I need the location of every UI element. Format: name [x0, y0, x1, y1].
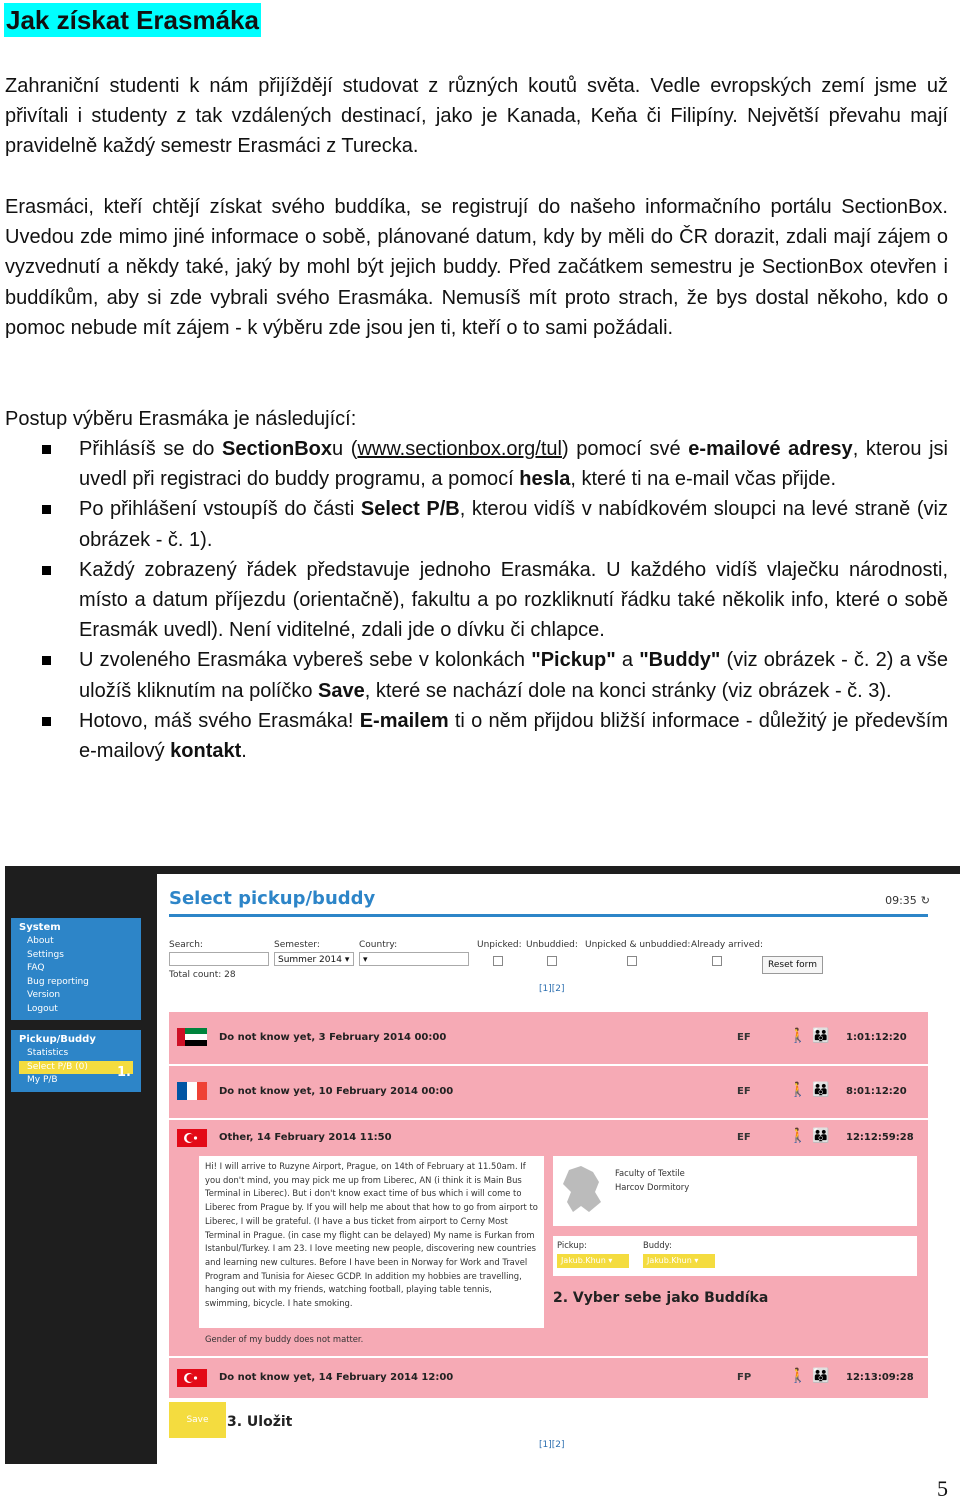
buddy-label: Buddy:	[643, 1240, 672, 1250]
menu-item-bug-reporting[interactable]: Bug reporting	[27, 976, 89, 987]
menu-item-my-pb[interactable]: My P/B	[27, 1075, 58, 1085]
panel-title: Select pickup/buddy	[169, 888, 376, 909]
clock: 09:35 ↻	[885, 894, 930, 907]
bullet-icon	[42, 656, 51, 665]
list-item: Hotovo, máš svého Erasmáka! E-mailem ti o něm přijdou bližší informace - důležitý je především e-mailový kontakt.	[0, 706, 948, 766]
pickup-buddy-icons: 🚶👪	[789, 1368, 836, 1384]
procedure-list	[0, 434, 948, 766]
faculty-code: EF	[737, 1032, 751, 1043]
semester-label: Semester:	[274, 940, 320, 950]
sectionbox-screenshot	[5, 866, 960, 1464]
bullet-icon	[42, 445, 51, 454]
unbuddied-label: Unbuddied:	[526, 940, 578, 950]
procedure-heading: Postup výběru Erasmáka je následující:	[5, 408, 357, 430]
step-2-annotation: 2. Vyber sebe jako Buddíka	[553, 1290, 769, 1306]
countdown: 12:12:59:28	[846, 1132, 914, 1143]
faculty-name: Faculty of Textile	[615, 1168, 685, 1178]
already-arrived-checkbox[interactable]	[712, 956, 722, 966]
sectionbox-paragraph: Erasmáci, kteří chtějí získat svého buddíka, se registrují do našeho informačního portálu SectionBox. Uvedou zde mimo jiné informace o sobě, plánované datum, kdy by měli do ČR dorazit, zdali mají zájem o vyzvednutí a někdy také, jaký by mohl být jejich buddy. Před začátkem semestru je SectionBox otevřen i buddíkům, aby si zde vybrali svého Erasmáka. Nemusíš mít proto strach, že bys dostal někoho, kdo o pomoc nebude mít zájem - k výběru zde jsou jen ti, kteří o to sami požádali.	[5, 196, 948, 339]
pickup-buddy-icons: 🚶👪	[789, 1082, 836, 1098]
dormitory-name: Harcov Dormitory	[615, 1182, 690, 1192]
already-arrived-label: Already arrived:	[691, 940, 763, 950]
bullet-icon	[42, 505, 51, 514]
flag-turkey-icon	[177, 1369, 207, 1387]
countdown: 1:01:12:20	[846, 1032, 907, 1043]
menu-item-statistics[interactable]: Statistics	[27, 1048, 69, 1058]
reset-form-button[interactable]: Reset form	[762, 956, 823, 974]
bullet-icon	[42, 566, 51, 575]
list-item: Každý zobrazený řádek představuje jednoho Erasmáka. U každého vidíš vlaječku národnosti, místo a datum příjezdu (orientačně), fakultu a po rozkliknutí řádku také několik info, které o sobě Erasmák uvedl). Není viditelné, zdali jde o dívku či chlapce.	[0, 555, 948, 646]
pickup-label: Pickup:	[557, 1240, 587, 1250]
table-row-expanded[interactable]	[169, 1120, 928, 1156]
flag-france-icon	[177, 1082, 207, 1100]
flag-turkey-icon	[177, 1129, 207, 1147]
page-number: 5	[937, 1476, 948, 1501]
faculty-code: EF	[737, 1086, 751, 1097]
refresh-icon[interactable]: ↻	[920, 894, 930, 907]
bullet-icon	[42, 717, 51, 726]
unbuddied-checkbox[interactable]	[547, 956, 557, 966]
step-1-marker: 1.	[117, 1065, 131, 1080]
sectionbox-link[interactable]: www.sectionbox.org/tul	[357, 438, 562, 460]
menu-item-about[interactable]: About	[27, 936, 54, 946]
menu-item-select-pb[interactable]: Select P/B (0)	[19, 1061, 133, 1075]
arrival-info: Other, 14 February 2014 11:50	[219, 1132, 392, 1143]
unpicked-label: Unpicked:	[477, 940, 522, 950]
system-menu-heading: System	[19, 922, 61, 933]
menu-item-faq[interactable]: FAQ	[27, 963, 45, 973]
faculty-info	[615, 1166, 689, 1194]
buddy-select[interactable]: Jakub.Khun ▾	[643, 1254, 715, 1268]
table-row[interactable]	[169, 1358, 928, 1398]
search-input[interactable]	[169, 952, 269, 966]
list-item: Přihlásíš se do SectionBoxu (www.sectionbox.org/tul) pomocí své e-mailové adresy, kterou jsi uvedl při registraci do buddy programu, a pomocí hesla, které ti na e-mail včas přijde.	[0, 434, 948, 494]
pickup-select[interactable]: Jakub.Khun ▾	[557, 1254, 629, 1268]
arrival-info: Do not know yet, 14 February 2014 12:00	[219, 1372, 454, 1383]
faculty-box	[553, 1156, 917, 1226]
menu-item-settings[interactable]: Settings	[27, 949, 64, 960]
step-3-annotation: 3. Uložit	[227, 1414, 293, 1430]
page-title: Jak získat Erasmáka	[6, 5, 259, 35]
system-menu	[11, 918, 141, 1020]
arrival-info: Do not know yet, 3 February 2014 00:00	[219, 1032, 447, 1043]
pickup-buddy-icons: 🚶👪	[789, 1028, 836, 1044]
table-row[interactable]	[169, 1066, 928, 1118]
country-label: Country:	[359, 940, 398, 950]
pagination[interactable]: [1][2]	[539, 984, 565, 994]
menu-item-logout[interactable]: Logout	[27, 1003, 58, 1014]
save-button[interactable]: Save	[169, 1402, 226, 1438]
faculty-code: FP	[737, 1372, 752, 1383]
countdown: 8:01:12:20	[846, 1086, 907, 1097]
gender-preference: Gender of my buddy does not matter.	[205, 1334, 364, 1344]
list-item: Po přihlášení vstoupíš do části Select P/B, kterou vidíš v nabídkovém sloupci na levé straně (viz obrázek - č. 1).	[0, 494, 948, 554]
pickup-buddy-form	[553, 1236, 917, 1276]
student-description: Hi! I will arrive to Ruzyne Airport, Prague, on 14th of February at 11.50am. If you don't mind, you may pick me up from Liberec, AN (i think it is Main Bus Terminal in Liberec). But i don't know exact time of bus which i will come to Liberec from Prague by. If you will help me about that how to go from airport to Liberec, I will be grateful. (I have a bus ticket from airport to Cerny Most Terminal in Prague. (in case my flight can be delayed) My name is Furkan from Istanbul/Turkey. I am 23. I love meeting new people, discovering new countries and learning new cultures. Before I have been in Norway for Work and Travel Program and Tunisia for Aiesec GCDP. In addition my hobbies are travelling, hanging out with my friends, watching football, playing table tennis, swimming, bicycle. I hate smoking.	[199, 1156, 544, 1328]
pickup-buddy-icons: 🚶👪	[789, 1128, 836, 1144]
pickup-buddy-menu	[11, 1030, 141, 1092]
list-item: U zvoleného Erasmáka vybereš sebe v kolonkách "Pickup" a "Buddy" (viz obrázek - č. 2) a vše uložíš kliknutím na políčko Save, které se nachází dole na konci stránky (viz obrázek - č. 3).	[0, 645, 948, 705]
arrival-info: Do not know yet, 10 February 2014 00:00	[219, 1086, 454, 1097]
title-divider	[169, 914, 928, 917]
detail-panel	[169, 1156, 928, 1356]
semester-select[interactable]: Summer 2014 ▾	[274, 952, 354, 966]
faculty-code: EF	[737, 1132, 751, 1143]
table-row[interactable]	[169, 1012, 928, 1064]
flag-uae-icon	[177, 1028, 207, 1046]
menu-item-version[interactable]: Version	[27, 990, 61, 1000]
country-select[interactable]: ▾	[359, 952, 469, 966]
search-label: Search:	[169, 940, 203, 950]
unpicked-unbuddied-label: Unpicked & unbuddied:	[585, 940, 691, 950]
unpicked-unbuddied-checkbox[interactable]	[627, 956, 637, 966]
pickup-buddy-heading: Pickup/Buddy	[19, 1034, 96, 1045]
europe-map-icon	[559, 1162, 607, 1218]
intro-paragraph: Zahraniční studenti k nám přijíždějí studovat z různých koutů světa. Vedle evropských zemí jsme už přivítali i studenty z tak vzdálených destinací, jako je Kanada, Keňa či Filipíny. Největší převahu mají pravidelně každý semestr Erasmáci z Turecka.	[5, 75, 948, 158]
unpicked-checkbox[interactable]	[493, 956, 503, 966]
main-panel	[157, 874, 960, 1464]
pagination-bottom[interactable]: [1][2]	[539, 1440, 565, 1450]
total-count: Total count: 28	[169, 970, 236, 980]
countdown: 12:13:09:28	[846, 1372, 914, 1383]
